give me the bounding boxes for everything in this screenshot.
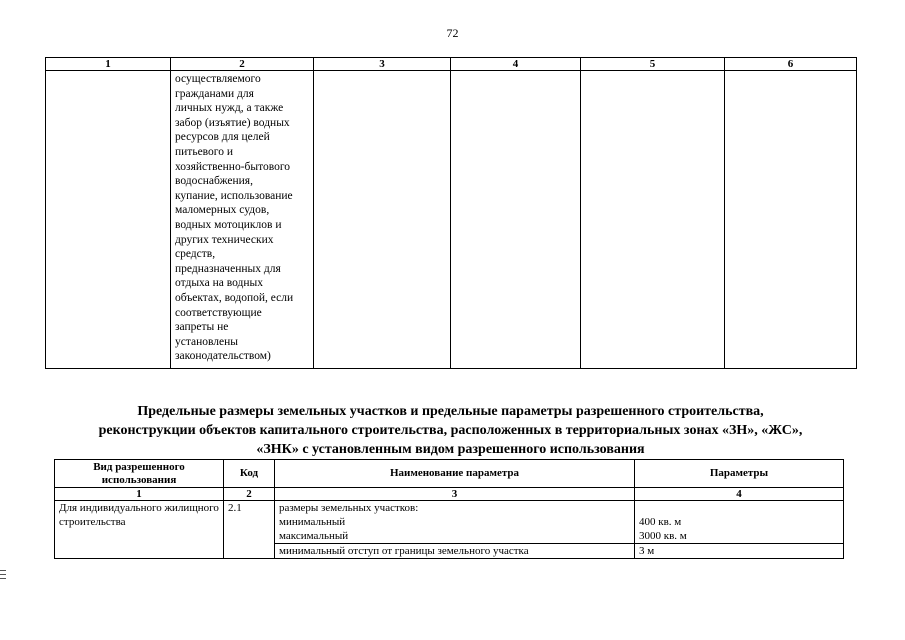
page-number: 72 <box>446 26 459 40</box>
table-cell <box>46 71 171 369</box>
continuation-table <box>45 57 857 369</box>
heading-line: реконструкции объектов капитального строительства, расположенных в территориальных зонах «ЗН», «ЖС», <box>98 423 803 438</box>
table-row <box>55 501 844 544</box>
setback-value: 3 м <box>635 544 844 559</box>
header-code: Код <box>224 460 275 488</box>
heading-line: «ЗНК» с установленным видом разрешенного использования <box>256 442 645 457</box>
column-number: 2 <box>224 488 275 501</box>
column-number: 1 <box>55 488 224 501</box>
column-number: 3 <box>314 58 451 71</box>
min-label: минимальный <box>279 516 346 528</box>
column-number-row <box>55 488 844 501</box>
column-number: 2 <box>171 58 314 71</box>
column-number: 4 <box>451 58 581 71</box>
table-cell <box>581 71 725 369</box>
param-title: размеры земельных участков: <box>279 502 419 514</box>
continued-text-cell: осуществляемого гражданами для личных нужд, а также забор (изъятие) водных ресурсов для целей питьевого и хозяйственно-бытового водоснабжения, купание, использование маломерных судов, водных мотоциклов и других технических средств, предназначенных для отдыха на водных объектах, водопой, если соответствующие запреты не установлены законодательством) <box>171 71 314 369</box>
column-number: 1 <box>46 58 171 71</box>
table-cell <box>725 71 857 369</box>
table-header-row <box>55 460 844 488</box>
column-number: 4 <box>635 488 844 501</box>
column-number: 3 <box>275 488 635 501</box>
max-label: максимальный <box>279 530 349 542</box>
column-number: 6 <box>725 58 857 71</box>
table-row <box>46 71 857 369</box>
table-cell <box>451 71 581 369</box>
header-param-name: Наименование параметра <box>275 460 635 488</box>
param-name-cell <box>275 501 635 544</box>
parameters-table <box>54 459 844 559</box>
section-heading <box>45 402 856 459</box>
param-value-cell <box>635 501 844 544</box>
max-value: 3000 кв. м <box>639 530 687 542</box>
min-value: 400 кв. м <box>639 516 682 528</box>
setback-label: минимальный отступ от границы земельного участка <box>275 544 635 559</box>
table-cell <box>314 71 451 369</box>
header-type: Вид разрешенного использования <box>55 460 224 488</box>
code-cell: 2.1 <box>224 501 275 559</box>
header-params: Параметры <box>635 460 844 488</box>
heading-line: Предельные размеры земельных участков и предельные параметры разрешенного строительства, <box>137 404 764 419</box>
type-cell: Для индивидуального жилищного строительства <box>55 501 224 559</box>
table-header-row <box>46 58 857 71</box>
margin-mark <box>0 570 6 582</box>
column-number: 5 <box>581 58 725 71</box>
